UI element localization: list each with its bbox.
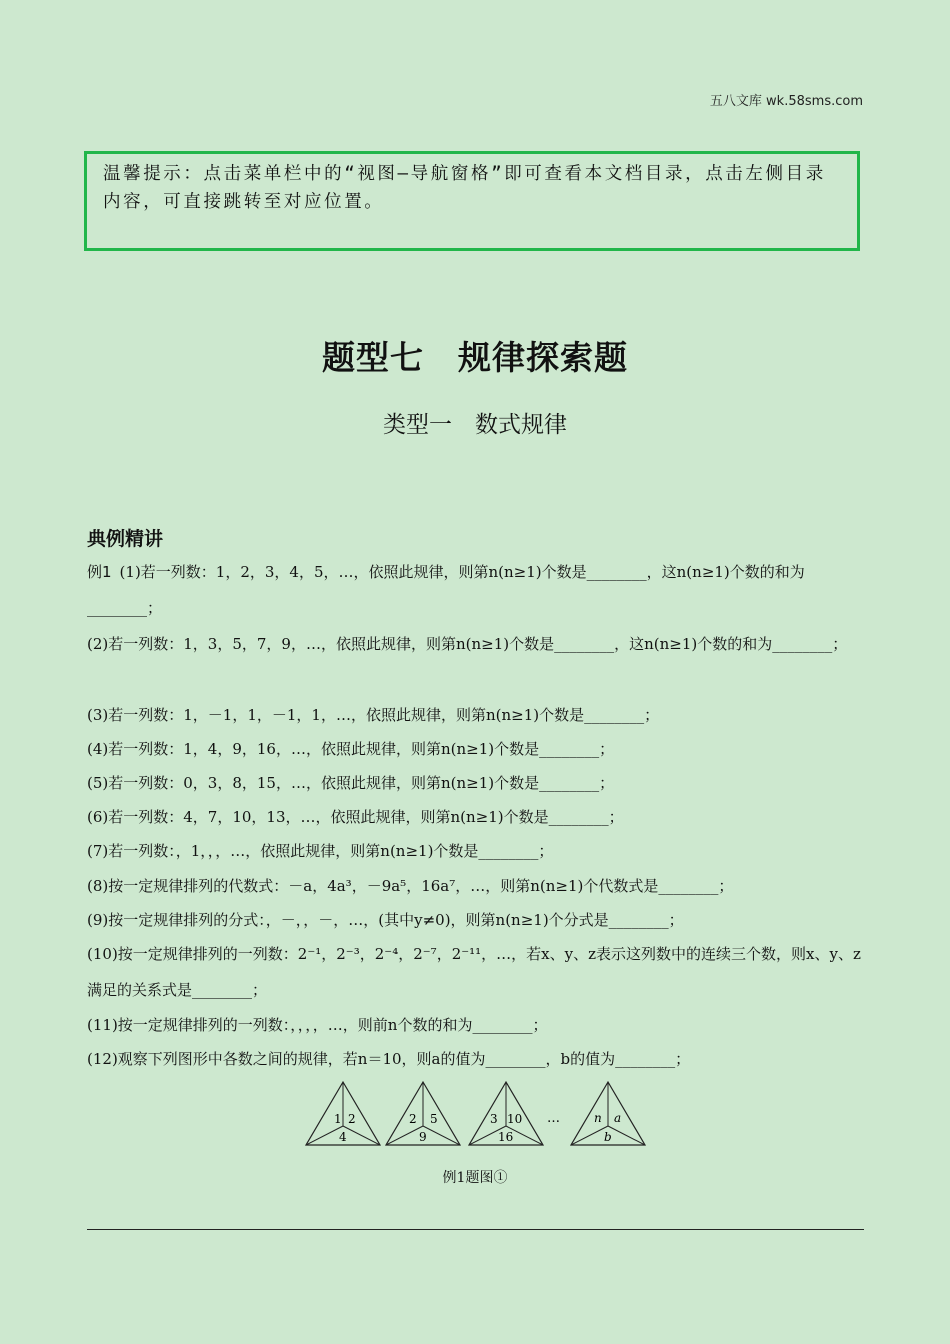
question-6: (6)若一列数：4，7，10，13，…，依照此规律，则第n(n≥1)个数是________；: [87, 808, 624, 826]
question-7: (7)若一列数：，1，，，…，依照此规律，则第n(n≥1)个数是________；: [87, 842, 554, 860]
question-3: (3)若一列数：1，－1，1，－1，1，…，依照此规律，则第n(n≥1)个数是________；: [87, 706, 660, 724]
bottom-divider: [87, 1229, 864, 1230]
question-11: (11)按一定规律排列的一列数：，，，，…，则前n个数的和为________；: [87, 1016, 548, 1034]
question-1: [87, 554, 865, 626]
page-title: 题型七 规律探索题: [322, 338, 628, 377]
site-header: 五八文库 wk.58sms.com: [709, 94, 863, 109]
triangle-4-left: n: [594, 1111, 602, 1125]
question-10: (10)按一定规律排列的一列数：2⁻¹，2⁻³，2⁻⁴，2⁻⁷，2⁻¹¹，…，若x、y、z表示这列数中的连续三个数，则x、y、z满足的关系式是________；: [87, 945, 861, 999]
triangle-3-left: 3: [490, 1112, 498, 1126]
triangle-2-bottom: 9: [419, 1130, 427, 1144]
section-heading: 典例精讲: [87, 528, 164, 550]
triangle-2-right: 5: [430, 1112, 438, 1126]
triangle-1-right: 2: [348, 1112, 356, 1126]
question-5: (5)若一列数：0，3，8，15，…，依照此规律，则第n(n≥1)个数是________；: [87, 774, 615, 792]
triangle-1-bottom: 4: [339, 1130, 347, 1144]
triangle-4-bottom: b: [604, 1130, 612, 1144]
triangle-4: [571, 1082, 645, 1145]
tip-box: [84, 151, 860, 251]
question-1-text: (1)若一列数：1，2，3，4，5，…，依照此规律，则第n(n≥1)个数是________，这n(n≥1)个数的和为________；: [87, 563, 805, 617]
triangle-3: [469, 1082, 543, 1145]
page-subtitle: 类型一 数式规律: [383, 412, 567, 438]
triangle-2: [386, 1082, 460, 1145]
figure-caption: 例1题图①: [442, 1170, 508, 1186]
question-2: (2)若一列数：1，3，5，7，9，…，依照此规律，则第n(n≥1)个数是________，这n(n≥1)个数的和为________；: [87, 635, 848, 653]
figure-ellipsis: …: [547, 1111, 560, 1126]
tip-text: 温馨提示：点击菜单栏中的“视图—导航窗格”即可查看本文档目录，点击左侧目录内容，可直接跳转至对应位置。: [103, 164, 826, 212]
example-label: 例1: [87, 563, 112, 581]
question-8: (8)按一定规律排列的代数式：－a，4a³，－9a⁵，16a⁷，…，则第n(n≥1)个代数式是________；: [87, 877, 734, 895]
triangle-3-right: 10: [507, 1112, 523, 1126]
triangle-1-left: 1: [334, 1112, 342, 1126]
triangle-3-bottom: 16: [498, 1130, 514, 1144]
triangle-2-left: 2: [409, 1112, 417, 1126]
triangle-figure: [300, 1078, 660, 1150]
question-9: (9)按一定规律排列的分式：，－，，－，…，(其中y≠0)，则第n(n≥1)个分式是________；: [87, 911, 684, 929]
triangle-4-right: a: [614, 1111, 622, 1125]
triangle-1: [306, 1082, 380, 1145]
question-4: (4)若一列数：1，4，9，16，…，依照此规律，则第n(n≥1)个数是________；: [87, 740, 615, 758]
question-12: (12)观察下列图形中各数之间的规律，若n＝10，则a的值为________，b的值为________；: [87, 1050, 691, 1068]
